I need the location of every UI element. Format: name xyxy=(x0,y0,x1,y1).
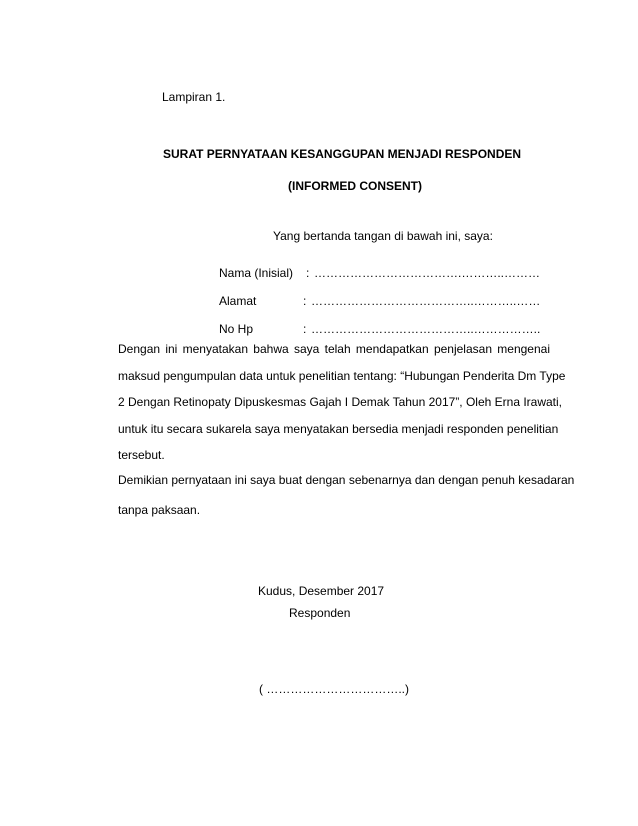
closing-line: Demikian pernyataan ini saya buat dengan sebenarnya dan dengan penuh kesadaran xyxy=(118,473,575,487)
closing-paragraph xyxy=(118,465,575,525)
consent-paragraph xyxy=(118,336,566,469)
signer-role: Responden xyxy=(289,606,351,620)
field-dots-alamat: …………………………………..………..…… xyxy=(311,294,541,308)
closing-line: tanpa paksaan. xyxy=(118,503,201,517)
field-colon-alamat: : xyxy=(303,294,307,308)
field-dots-nohp: …………………………………..…………….. xyxy=(311,322,541,336)
field-colon-nama: : xyxy=(306,266,310,280)
document-title: SURAT PERNYATAAN KESANGGUPAN MENJADI RESPONDEN xyxy=(163,147,522,161)
field-label-nama: Nama (Inisial) xyxy=(219,266,294,280)
consent-line: tersebut. xyxy=(118,448,165,462)
intro-text: Yang bertanda tangan di bawah ini, saya: xyxy=(273,229,493,243)
document-subtitle: (INFORMED CONSENT) xyxy=(288,179,422,193)
consent-line: Dengan ini menyatakan bahwa saya telah mendapatkan penjelasan mengenai xyxy=(118,342,550,356)
attachment-label: Lampiran 1. xyxy=(162,90,226,104)
field-colon-nohp: : xyxy=(303,322,307,336)
consent-line: 2 Dengan Retinopaty Dipuskesmas Gajah I Demak Tahun 2017”, Oleh Erna Irawati, xyxy=(118,395,563,409)
consent-line: untuk itu secara sukarela saya menyatakan bersedia menjadi responden penelitian xyxy=(118,421,559,436)
consent-line: maksud pengumpulan data untuk penelitian tentang: “Hubungan Penderita Dm Type xyxy=(118,368,566,383)
signature-line: ( ……………………………..) xyxy=(259,682,409,696)
field-dots-nama: ……………………………….………..……… xyxy=(314,266,541,280)
place-date: Kudus, Desember 2017 xyxy=(258,584,385,598)
field-label-alamat: Alamat xyxy=(219,294,257,308)
field-label-nohp: No Hp xyxy=(219,322,254,336)
